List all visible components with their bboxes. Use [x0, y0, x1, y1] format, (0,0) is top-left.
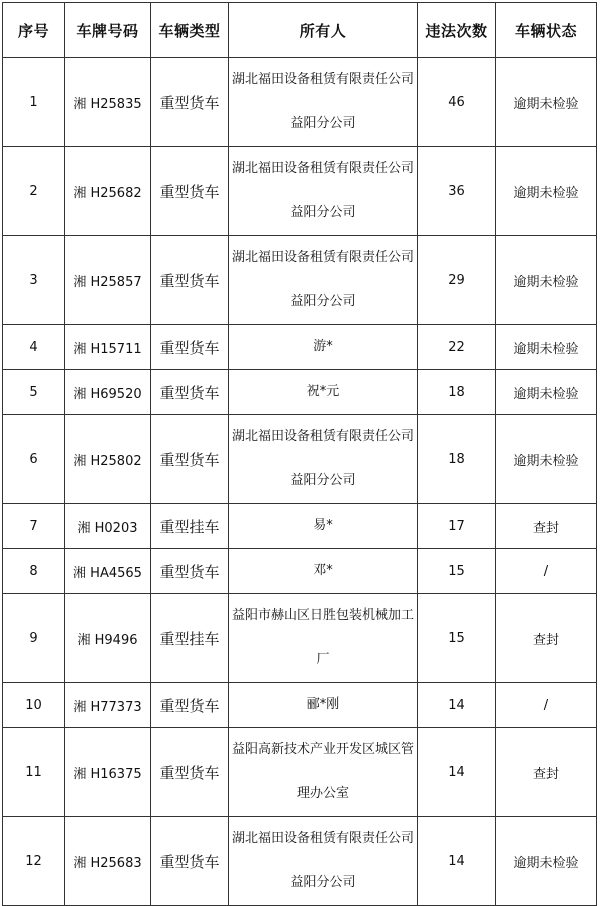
cell-violation-count: 18: [418, 415, 496, 504]
cell-plate: 湘 H25802: [65, 415, 151, 504]
cell-index: 3: [3, 236, 65, 325]
cell-vehicle-type: 重型货车: [151, 415, 229, 504]
header-violation-count: 违法次数: [418, 3, 496, 58]
cell-violation-count: 17: [418, 504, 496, 549]
cell-plate: 湘 H69520: [65, 370, 151, 415]
cell-vehicle-type: 重型货车: [151, 549, 229, 594]
cell-index: 7: [3, 504, 65, 549]
cell-plate: 湘 H25857: [65, 236, 151, 325]
cell-vehicle-status: 逾期未检验: [496, 415, 597, 504]
cell-plate: 湘 H0203: [65, 504, 151, 549]
cell-vehicle-type: 重型货车: [151, 147, 229, 236]
cell-vehicle-type: 重型货车: [151, 817, 229, 906]
table-row: [3, 370, 597, 415]
table-row: [3, 683, 597, 728]
table-row: [3, 325, 597, 370]
table-row: [3, 817, 597, 906]
cell-plate: 湘 H16375: [65, 728, 151, 817]
cell-violation-count: 14: [418, 728, 496, 817]
cell-owner: 湖北福田设备租赁有限责任公司益阳分公司: [229, 236, 418, 325]
cell-vehicle-type: 重型挂车: [151, 594, 229, 683]
cell-vehicle-type: 重型货车: [151, 58, 229, 147]
header-vehicle-status: 车辆状态: [496, 3, 597, 58]
header-index: 序号: [3, 3, 65, 58]
vehicle-violation-table: [2, 2, 597, 906]
cell-vehicle-status: 查封: [496, 504, 597, 549]
cell-vehicle-status: /: [496, 549, 597, 594]
cell-index: 6: [3, 415, 65, 504]
table-header-row: [3, 3, 597, 58]
cell-plate: 湘 H25682: [65, 147, 151, 236]
cell-owner: 游*: [229, 325, 418, 370]
header-plate: 车牌号码: [65, 3, 151, 58]
cell-plate: 湘 H25683: [65, 817, 151, 906]
cell-violation-count: 46: [418, 58, 496, 147]
cell-owner: 祝*元: [229, 370, 418, 415]
table-row: [3, 58, 597, 147]
cell-vehicle-status: 逾期未检验: [496, 236, 597, 325]
cell-violation-count: 14: [418, 683, 496, 728]
cell-violation-count: 14: [418, 817, 496, 906]
cell-plate: 湘 H25835: [65, 58, 151, 147]
cell-vehicle-type: 重型货车: [151, 728, 229, 817]
cell-owner: 益阳市赫山区日胜包装机械加工厂: [229, 594, 418, 683]
cell-index: 8: [3, 549, 65, 594]
cell-plate: 湘 H9496: [65, 594, 151, 683]
cell-vehicle-status: 逾期未检验: [496, 325, 597, 370]
cell-vehicle-type: 重型货车: [151, 236, 229, 325]
header-owner: 所有人: [229, 3, 418, 58]
cell-index: 12: [3, 817, 65, 906]
cell-owner: 邓*: [229, 549, 418, 594]
table-row: [3, 594, 597, 683]
table-row: [3, 728, 597, 817]
cell-owner: 湖北福田设备租赁有限责任公司益阳分公司: [229, 58, 418, 147]
cell-plate: 湘 HA4565: [65, 549, 151, 594]
cell-owner: 郦*刚: [229, 683, 418, 728]
cell-vehicle-status: /: [496, 683, 597, 728]
table-row: [3, 504, 597, 549]
table-row: [3, 415, 597, 504]
table-row: [3, 549, 597, 594]
cell-owner: 易*: [229, 504, 418, 549]
cell-vehicle-type: 重型货车: [151, 370, 229, 415]
cell-vehicle-status: 逾期未检验: [496, 817, 597, 906]
cell-index: 9: [3, 594, 65, 683]
cell-index: 1: [3, 58, 65, 147]
cell-violation-count: 15: [418, 594, 496, 683]
cell-plate: 湘 H15711: [65, 325, 151, 370]
cell-violation-count: 15: [418, 549, 496, 594]
cell-vehicle-type: 重型货车: [151, 683, 229, 728]
violation-table-container: [2, 2, 597, 906]
cell-index: 5: [3, 370, 65, 415]
cell-vehicle-type: 重型挂车: [151, 504, 229, 549]
cell-vehicle-status: 逾期未检验: [496, 58, 597, 147]
cell-violation-count: 18: [418, 370, 496, 415]
cell-vehicle-type: 重型货车: [151, 325, 229, 370]
cell-owner: 湖北福田设备租赁有限责任公司益阳分公司: [229, 817, 418, 906]
cell-owner: 益阳高新技术产业开发区城区管理办公室: [229, 728, 418, 817]
cell-violation-count: 36: [418, 147, 496, 236]
cell-violation-count: 29: [418, 236, 496, 325]
header-vehicle-type: 车辆类型: [151, 3, 229, 58]
cell-vehicle-status: 查封: [496, 728, 597, 817]
cell-index: 4: [3, 325, 65, 370]
table-row: [3, 236, 597, 325]
cell-vehicle-status: 查封: [496, 594, 597, 683]
cell-index: 10: [3, 683, 65, 728]
table-row: [3, 147, 597, 236]
cell-index: 11: [3, 728, 65, 817]
cell-vehicle-status: 逾期未检验: [496, 370, 597, 415]
cell-violation-count: 22: [418, 325, 496, 370]
cell-owner: 湖北福田设备租赁有限责任公司益阳分公司: [229, 415, 418, 504]
cell-owner: 湖北福田设备租赁有限责任公司益阳分公司: [229, 147, 418, 236]
cell-index: 2: [3, 147, 65, 236]
cell-plate: 湘 H77373: [65, 683, 151, 728]
cell-vehicle-status: 逾期未检验: [496, 147, 597, 236]
